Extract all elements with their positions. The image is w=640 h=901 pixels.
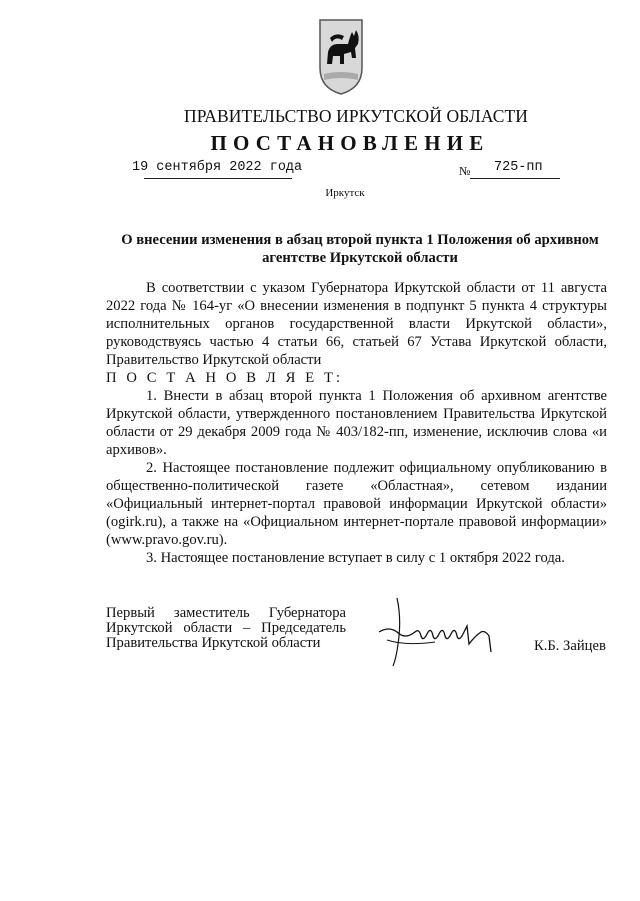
number-underline <box>470 178 560 179</box>
signatory-position-line-1: Первый заместитель Губернатора <box>106 605 346 621</box>
signatory-position-line-3: Правительства Иркутской области <box>106 635 321 651</box>
signatory-name: К.Б. Зайцев <box>534 638 606 654</box>
city-label: Иркутск <box>325 187 365 199</box>
decree-word: П О С Т А Н О В Л Я Е Т: <box>106 370 344 386</box>
document-title: О внесении изменения в абзац второй пункта 1 Положения об архивном агентстве Иркутской области <box>121 232 599 266</box>
document-type-title: ПОСТАНОВЛЕНИЕ <box>210 131 490 155</box>
signatory-position <box>106 606 346 651</box>
preamble-paragraph: В соответствии с указом Губернатора Иркутской области от 11 августа 2022 года № 164-уг «О внесении изменения в подпункт 5 пункта 4 структуры исполнительных органов государственной власти Иркутской области», руководствуясь частью 4 статьи 66, статьей 67 Устава Иркутской области, Правительство Иркутской области <box>106 280 607 368</box>
item-paragraph-2: 2. Настоящее постановление подлежит официальному опубликованию в общественно-политической газете «Областная», сетевом издании «Официальный интернет-портал правовой информации Иркутской области» (ogirk.ru), а также на «Официальном интернет-портале правовой информации» (www.pravo.gov.ru). <box>106 460 607 548</box>
document-body <box>106 279 607 567</box>
handwritten-signature <box>375 596 505 668</box>
signatory-position-line-2: Иркутской области – Председатель <box>106 620 346 636</box>
number-sign: № <box>459 164 471 178</box>
item-paragraph-1: 1. Внести в абзац второй пункта 1 Положения об архивном агентстве Иркутской области, утвержденного постановлением Правительства Иркутской области от 29 декабря 2009 года № 403/182-пп, изменение, исключив слова «и архивов». <box>106 388 607 458</box>
document-number: 725-пп <box>494 160 543 175</box>
government-heading: ПРАВИТЕЛЬСТВО ИРКУТСКОЙ ОБЛАСТИ <box>183 106 529 126</box>
item-paragraph-3: 3. Настоящее постановление вступает в силу с 1 октября 2022 года. <box>146 550 565 566</box>
date-underline <box>144 178 292 179</box>
document-date: 19 сентября 2022 года <box>132 160 303 175</box>
coat-of-arms-icon <box>314 14 368 96</box>
